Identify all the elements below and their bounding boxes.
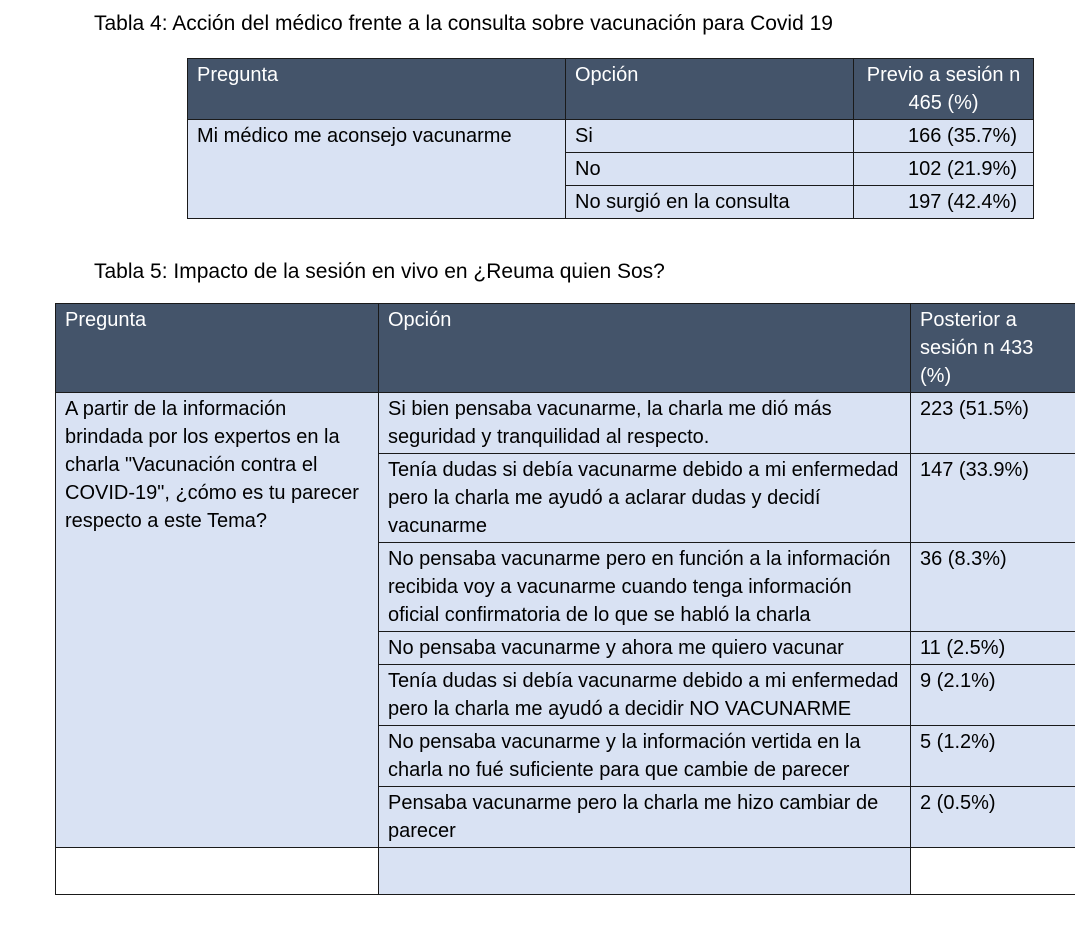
table5 bbox=[55, 303, 1075, 895]
table4-question-cell: Mi médico me aconsejo vacunarme bbox=[188, 120, 566, 219]
table4-option-cell: No surgió en la consulta bbox=[566, 186, 854, 219]
table4-header-pregunta: Pregunta bbox=[188, 59, 566, 120]
table5-partial-row bbox=[56, 848, 1076, 895]
table4-value-cell: 102 (21.9%) bbox=[854, 153, 1034, 186]
table4-container bbox=[187, 58, 1033, 219]
table5-header-opcion: Opción bbox=[379, 304, 911, 393]
table4-option-cell: Si bbox=[566, 120, 854, 153]
table4-header-opcion: Opción bbox=[566, 59, 854, 120]
table5-value-cell-empty bbox=[911, 848, 1076, 895]
table5-option-cell: Tenía dudas si debía vacunarme debido a mi enfermedad pero la charla me ayudó a decidir NO VACUNARME bbox=[379, 665, 911, 726]
table4-row bbox=[188, 120, 1034, 153]
table5-option-cell: Pensaba vacunarme pero la charla me hizo cambiar de parecer bbox=[379, 787, 911, 848]
table5-option-cell: Si bien pensaba vacunarme, la charla me dió más seguridad y tranquilidad al respecto. bbox=[379, 393, 911, 454]
table5-value-cell: 11 (2.5%) bbox=[911, 632, 1076, 665]
table5-header-pregunta: Pregunta bbox=[56, 304, 379, 393]
table5-value-cell: 9 (2.1%) bbox=[911, 665, 1076, 726]
table5-option-cell: Tenía dudas si debía vacunarme debido a mi enfermedad pero la charla me ayudó a aclarar dudas y decidí vacunarme bbox=[379, 454, 911, 543]
table4-value-cell: 197 (42.4%) bbox=[854, 186, 1034, 219]
table5-value-cell: 5 (1.2%) bbox=[911, 726, 1076, 787]
table5-value-cell: 223 (51.5%) bbox=[911, 393, 1076, 454]
table5-value-cell: 36 (8.3%) bbox=[911, 543, 1076, 632]
table5-option-cell: No pensaba vacunarme pero en función a la información recibida voy a vacunarme cuando tenga información oficial confirmatoria de lo que se habló la charla bbox=[379, 543, 911, 632]
table5-question-cell-empty bbox=[56, 848, 379, 895]
table5-option-cell: No pensaba vacunarme y la información vertida en la charla no fué suficiente para que cambie de parecer bbox=[379, 726, 911, 787]
table5-header-valor: Posterior a sesión n 433 (%) bbox=[911, 304, 1076, 393]
table5-title: Tabla 5: Impacto de la sesión en vivo en ¿Reuma quien Sos? bbox=[94, 260, 665, 283]
table5-row bbox=[56, 393, 1076, 454]
table5-option-cell-empty bbox=[379, 848, 911, 895]
table5-question-cell: A partir de la información brindada por los expertos en la charla "Vacunación contra el COVID-19", ¿cómo es tu parecer respecto a este Tema? bbox=[56, 393, 379, 848]
table5-value-cell: 147 (33.9%) bbox=[911, 454, 1076, 543]
table5-value-cell: 2 (0.5%) bbox=[911, 787, 1076, 848]
table5-container bbox=[55, 303, 1075, 935]
table4-title: Tabla 4: Acción del médico frente a la consulta sobre vacunación para Covid 19 bbox=[94, 12, 833, 35]
table4-header-valor: Previo a sesión n 465 (%) bbox=[854, 59, 1034, 120]
table5-header-row bbox=[56, 304, 1076, 393]
table4-header-row bbox=[188, 59, 1034, 120]
table4 bbox=[187, 58, 1034, 219]
table4-option-cell: No bbox=[566, 153, 854, 186]
table5-option-cell: No pensaba vacunarme y ahora me quiero vacunar bbox=[379, 632, 911, 665]
table4-value-cell: 166 (35.7%) bbox=[854, 120, 1034, 153]
